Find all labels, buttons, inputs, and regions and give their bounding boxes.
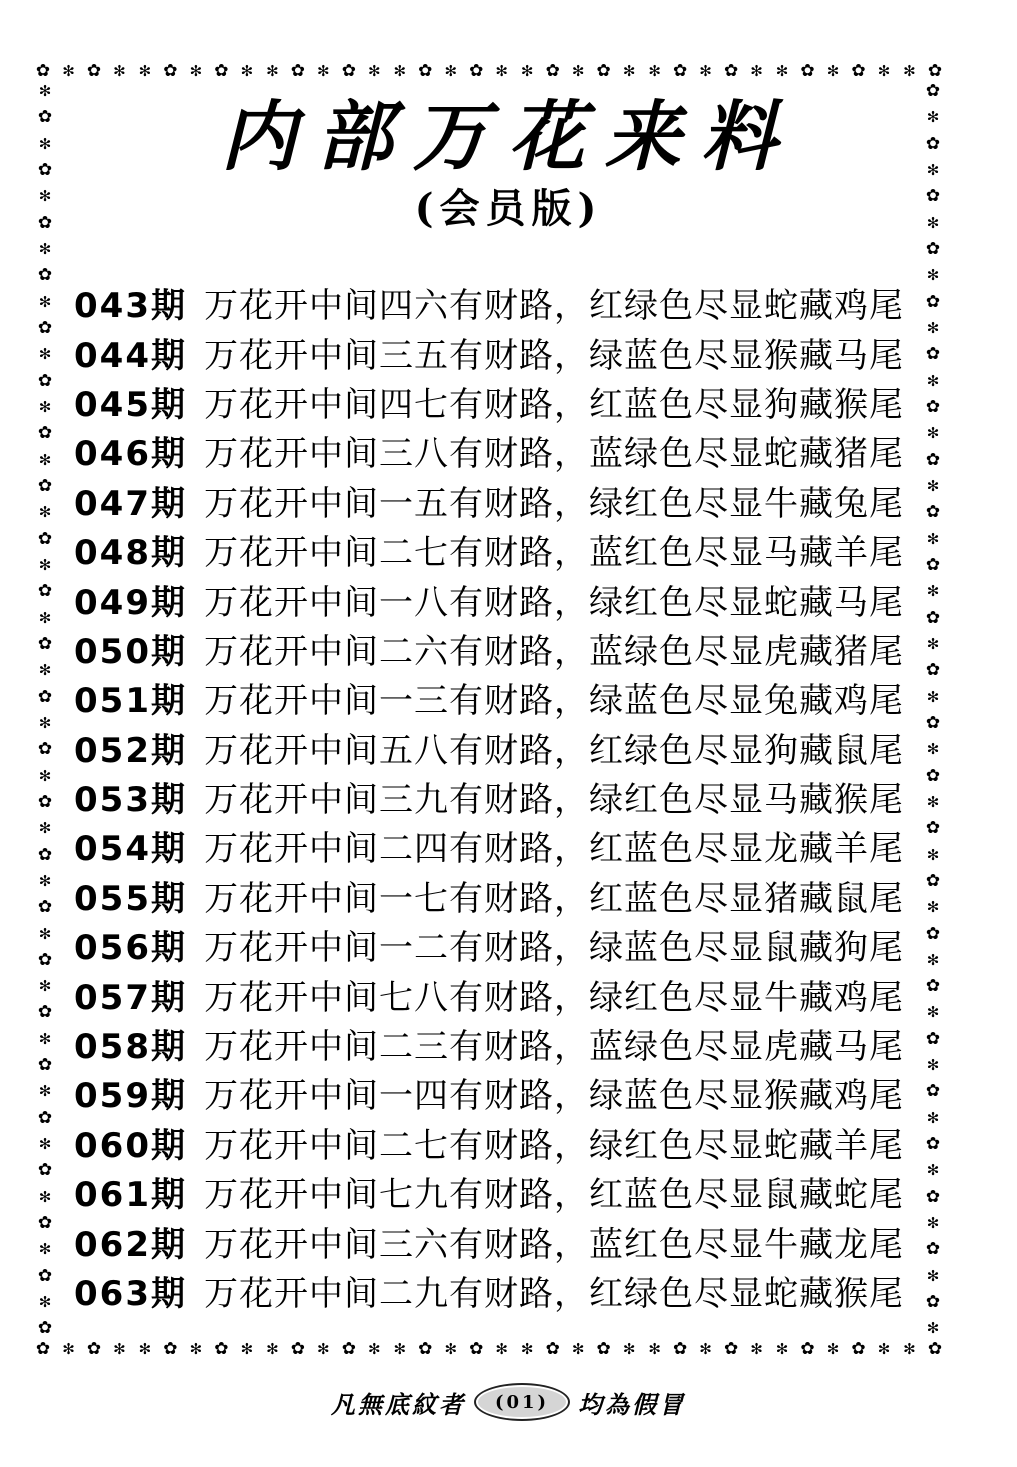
period-label: 050期 <box>74 631 187 672</box>
flower-icon: ✿ <box>925 818 941 839</box>
prediction-list <box>74 278 904 1315</box>
flower-icon: ✿ <box>35 1339 51 1359</box>
flower-icon: ✿ <box>418 1339 433 1359</box>
snowflake-icon: ✻ <box>926 582 940 601</box>
flower-icon: ✿ <box>35 61 51 81</box>
flower-icon: ✿ <box>37 1107 53 1128</box>
snowflake-icon: ✻ <box>495 1340 508 1358</box>
list-item <box>74 871 904 920</box>
snowflake-icon: ✻ <box>699 62 712 80</box>
snowflake-icon: ✻ <box>38 397 52 416</box>
snowflake-icon: ✻ <box>38 1029 52 1048</box>
snowflake-icon: ✻ <box>368 62 381 80</box>
list-item <box>74 821 904 870</box>
period-label: 048期 <box>74 533 187 574</box>
flower-icon: ✿ <box>37 423 53 444</box>
page-title: 内部万花来料 <box>220 92 797 181</box>
snowflake-icon: ✻ <box>926 529 940 548</box>
snowflake-icon: ✻ <box>926 792 940 811</box>
flower-icon: ✿ <box>925 449 941 470</box>
flower-icon: ✿ <box>925 1028 941 1049</box>
footer-text-left: 凡無底紋者 <box>331 1389 466 1419</box>
flower-icon: ✿ <box>341 1339 356 1359</box>
period-label: 051期 <box>74 681 187 722</box>
flower-icon: ✿ <box>672 1339 688 1359</box>
snowflake-icon: ✻ <box>38 819 52 838</box>
snowflake-icon: ✻ <box>877 62 891 80</box>
prediction-text: 万花开中间二七有财路，绿红色尽显蛇藏羊尾 <box>204 1125 904 1166</box>
flower-icon: ✿ <box>37 317 53 338</box>
snowflake-icon: ✻ <box>571 1340 585 1358</box>
flower-icon: ✿ <box>925 554 941 575</box>
snowflake-icon: ✻ <box>266 1340 279 1358</box>
flower-icon: ✿ <box>596 1339 611 1359</box>
flower-icon: ✿ <box>290 1339 305 1359</box>
prediction-text: 万花开中间一三有财路，绿蓝色尽显兔藏鸡尾 <box>204 681 904 722</box>
period-label: 061期 <box>74 1175 187 1216</box>
flower-icon: ✿ <box>925 186 941 207</box>
prediction-text: 万花开中间一四有财路，绿蓝色尽显猴藏鸡尾 <box>204 1076 904 1117</box>
flower-icon: ✿ <box>37 686 53 707</box>
snowflake-icon: ✻ <box>750 62 763 80</box>
period-label: 055期 <box>74 878 187 919</box>
snowflake-icon: ✻ <box>926 266 940 285</box>
prediction-text: 万花开中间七八有财路，绿红色尽显牛藏鸡尾 <box>204 977 904 1018</box>
list-item <box>74 920 904 969</box>
snowflake-icon: ✻ <box>926 108 940 127</box>
snowflake-icon: ✻ <box>240 1340 254 1358</box>
snowflake-icon: ✻ <box>317 62 330 80</box>
snowflake-icon: ✻ <box>62 1340 75 1358</box>
flower-icon: ✿ <box>927 1339 943 1359</box>
flower-icon: ✿ <box>37 159 53 180</box>
snowflake-icon: ✻ <box>38 608 52 627</box>
snowflake-icon: ✻ <box>38 134 52 153</box>
flower-icon: ✿ <box>851 61 866 81</box>
list-item <box>74 969 904 1018</box>
snowflake-icon: ✻ <box>368 1340 381 1358</box>
list-item <box>74 426 904 475</box>
flower-icon: ✿ <box>37 1160 53 1181</box>
snowflake-icon: ✻ <box>775 62 789 80</box>
snowflake-icon: ✻ <box>622 1340 636 1358</box>
flower-icon: ✿ <box>37 370 53 391</box>
period-label: 049期 <box>74 582 187 623</box>
snowflake-icon: ✻ <box>113 1340 126 1358</box>
list-item <box>74 1118 904 1167</box>
flower-icon: ✿ <box>86 1339 102 1359</box>
snowflake-icon: ✻ <box>926 424 940 443</box>
list-item <box>74 1167 904 1216</box>
snowflake-icon: ✻ <box>775 1340 789 1358</box>
flower-icon: ✿ <box>37 1055 53 1076</box>
flower-icon: ✿ <box>37 581 53 602</box>
snowflake-icon: ✻ <box>38 1187 52 1206</box>
prediction-text: 万花开中间一二有财路，绿蓝色尽显鼠藏狗尾 <box>204 928 904 969</box>
snowflake-icon: ✻ <box>926 1266 940 1285</box>
snowflake-icon: ✻ <box>648 1340 661 1358</box>
flower-icon: ✿ <box>925 238 941 259</box>
list-item <box>74 1266 904 1315</box>
period-label: 053期 <box>74 780 187 821</box>
period-label: 043期 <box>74 286 187 327</box>
flower-icon: ✿ <box>37 949 53 970</box>
snowflake-icon: ✻ <box>38 345 52 364</box>
period-label: 063期 <box>74 1274 187 1314</box>
snowflake-icon: ✻ <box>648 62 661 80</box>
flower-icon: ✿ <box>37 1318 53 1338</box>
snowflake-icon: ✻ <box>926 213 940 232</box>
prediction-text: 万花开中间五八有财路，红绿色尽显狗藏鼠尾 <box>204 730 904 771</box>
snowflake-icon: ✻ <box>38 924 52 943</box>
flower-icon: ✿ <box>800 1339 815 1359</box>
prediction-text: 万花开中间二三有财路，蓝绿色尽显虎藏马尾 <box>204 1027 904 1068</box>
list-item <box>74 327 904 376</box>
period-label: 060期 <box>74 1125 187 1166</box>
period-label: 056期 <box>74 928 187 969</box>
period-label: 047期 <box>74 483 187 524</box>
flower-icon: ✿ <box>800 61 815 81</box>
prediction-text: 万花开中间一八有财路，绿红色尽显蛇藏马尾 <box>204 582 904 623</box>
snowflake-icon: ✻ <box>138 62 152 80</box>
snowflake-icon: ✻ <box>393 62 407 80</box>
snowflake-icon: ✻ <box>926 898 940 917</box>
flower-icon: ✿ <box>925 291 941 312</box>
flower-icon: ✿ <box>37 1002 53 1023</box>
snowflake-icon: ✻ <box>38 1082 52 1101</box>
list-item <box>74 574 904 623</box>
period-label: 062期 <box>74 1224 187 1265</box>
snowflake-icon: ✻ <box>826 1340 840 1358</box>
footer-text-right: 均為假冒 <box>578 1389 686 1419</box>
prediction-text: 万花开中间四七有财路，红蓝色尽显狗藏猴尾 <box>204 384 904 425</box>
snowflake-icon: ✻ <box>926 160 940 179</box>
snowflake-icon: ✻ <box>38 187 52 206</box>
flower-icon: ✿ <box>925 82 941 101</box>
prediction-text: 万花开中间三五有财路，绿蓝色尽显猴藏马尾 <box>204 335 904 376</box>
snowflake-icon: ✻ <box>38 82 52 100</box>
flower-icon: ✿ <box>37 1265 53 1286</box>
flower-icon: ✿ <box>37 791 53 812</box>
flower-icon: ✿ <box>723 61 739 81</box>
footer-notice <box>0 1380 1017 1424</box>
prediction-text: 万花开中间二六有财路，蓝绿色尽显虎藏猪尾 <box>204 631 904 672</box>
flower-icon: ✿ <box>925 1292 941 1313</box>
period-label: 058期 <box>74 1027 187 1068</box>
snowflake-icon: ✻ <box>520 1340 534 1358</box>
prediction-text: 万花开中间三八有财路，蓝绿色尽显蛇藏猪尾 <box>204 434 904 475</box>
snowflake-icon: ✻ <box>926 950 940 969</box>
seal-stamp <box>474 1383 570 1421</box>
snowflake-icon: ✻ <box>38 661 52 680</box>
snowflake-icon: ✻ <box>826 62 840 80</box>
flower-icon: ✿ <box>37 897 53 918</box>
flower-icon: ✿ <box>925 923 941 944</box>
prediction-text: 万花开中间四六有财路，红绿色尽显蛇藏鸡尾 <box>204 286 904 327</box>
list-item <box>74 772 904 821</box>
list-item <box>74 476 904 525</box>
period-label: 044期 <box>74 335 187 376</box>
flower-icon: ✿ <box>596 61 611 81</box>
snowflake-icon: ✻ <box>571 62 585 80</box>
snowflake-icon: ✻ <box>926 845 940 864</box>
flower-icon: ✿ <box>851 1339 866 1359</box>
flower-icon: ✿ <box>925 1239 941 1260</box>
snowflake-icon: ✻ <box>444 1340 458 1358</box>
snowflake-icon: ✻ <box>903 62 916 80</box>
page-subtitle: (会员版) <box>414 185 603 232</box>
border-left <box>34 82 56 1338</box>
snowflake-icon: ✻ <box>317 1340 330 1358</box>
period-label: 057期 <box>74 977 187 1018</box>
snowflake-icon: ✻ <box>38 503 52 522</box>
snowflake-icon: ✻ <box>926 1214 940 1233</box>
prediction-text: 万花开中间一七有财路，红蓝色尽显猪藏鼠尾 <box>204 878 904 919</box>
flower-icon: ✿ <box>163 61 178 81</box>
snowflake-icon: ✻ <box>62 62 75 80</box>
flower-icon: ✿ <box>545 1339 560 1359</box>
flower-icon: ✿ <box>290 61 305 81</box>
list-item <box>74 525 904 574</box>
flower-icon: ✿ <box>163 1339 178 1359</box>
snowflake-icon: ✻ <box>926 634 940 653</box>
flower-icon: ✿ <box>925 976 941 997</box>
snowflake-icon: ✻ <box>393 1340 407 1358</box>
flower-icon: ✿ <box>37 739 53 760</box>
list-item <box>74 673 904 722</box>
snowflake-icon: ✻ <box>38 1293 52 1312</box>
flower-icon: ✿ <box>672 61 688 81</box>
snowflake-icon: ✻ <box>750 1340 763 1358</box>
snowflake-icon: ✻ <box>926 1056 940 1075</box>
snowflake-icon: ✻ <box>444 62 458 80</box>
flower-icon: ✿ <box>37 475 53 496</box>
list-item <box>74 377 904 426</box>
snowflake-icon: ✻ <box>926 1319 940 1338</box>
snowflake-icon: ✻ <box>113 62 126 80</box>
flower-icon: ✿ <box>37 844 53 865</box>
list-item <box>74 624 904 673</box>
snowflake-icon: ✻ <box>926 1161 940 1180</box>
snowflake-icon: ✻ <box>903 1340 916 1358</box>
border-bottom <box>34 1338 944 1360</box>
prediction-text: 万花开中间二九有财路，红绿色尽显蛇藏猴尾 <box>204 1274 904 1314</box>
list-item <box>74 1019 904 1068</box>
flower-icon: ✿ <box>341 61 356 81</box>
snowflake-icon: ✻ <box>926 687 940 706</box>
flower-icon: ✿ <box>469 1339 484 1359</box>
snowflake-icon: ✻ <box>926 371 940 390</box>
border-top <box>34 60 944 82</box>
flower-icon: ✿ <box>925 660 941 681</box>
snowflake-icon: ✻ <box>189 1340 203 1358</box>
border-right <box>922 82 944 1338</box>
prediction-text: 万花开中间七九有财路，红蓝色尽显鼠藏蛇尾 <box>204 1175 904 1216</box>
period-label: 052期 <box>74 730 187 771</box>
flower-icon: ✿ <box>214 61 229 81</box>
snowflake-icon: ✻ <box>266 62 279 80</box>
snowflake-icon: ✻ <box>38 1135 52 1154</box>
flower-icon: ✿ <box>925 765 941 786</box>
flower-icon: ✿ <box>723 1339 739 1359</box>
prediction-text: 万花开中间三六有财路，蓝红色尽显牛藏龙尾 <box>204 1224 904 1265</box>
period-label: 045期 <box>74 384 187 425</box>
list-item <box>74 1068 904 1117</box>
flower-icon: ✿ <box>925 133 941 154</box>
flower-icon: ✿ <box>214 1339 229 1359</box>
flower-icon: ✿ <box>925 396 941 417</box>
list-item <box>74 723 904 772</box>
flower-icon: ✿ <box>925 502 941 523</box>
snowflake-icon: ✻ <box>38 450 52 469</box>
snowflake-icon: ✻ <box>926 476 940 495</box>
snowflake-icon: ✻ <box>926 1003 940 1022</box>
snowflake-icon: ✻ <box>240 62 254 80</box>
snowflake-icon: ✻ <box>622 62 636 80</box>
prediction-text: 万花开中间三九有财路，绿红色尽显马藏猴尾 <box>204 780 904 821</box>
snowflake-icon: ✻ <box>38 292 52 311</box>
period-label: 059期 <box>74 1076 187 1117</box>
flower-icon: ✿ <box>925 1186 941 1207</box>
flower-icon: ✿ <box>37 1213 53 1234</box>
flower-icon: ✿ <box>925 344 941 365</box>
snowflake-icon: ✻ <box>38 977 52 996</box>
prediction-text: 万花开中间二四有财路，红蓝色尽显龙藏羊尾 <box>204 829 904 870</box>
flower-icon: ✿ <box>469 61 484 81</box>
flower-icon: ✿ <box>37 212 53 233</box>
snowflake-icon: ✻ <box>699 1340 712 1358</box>
snowflake-icon: ✻ <box>138 1340 152 1358</box>
flower-icon: ✿ <box>927 61 943 81</box>
flower-icon: ✿ <box>37 633 53 654</box>
flower-icon: ✿ <box>925 870 941 891</box>
prediction-text: 万花开中间一五有财路，绿红色尽显牛藏兔尾 <box>204 483 904 524</box>
flower-icon: ✿ <box>925 712 941 733</box>
flower-icon: ✿ <box>925 607 941 628</box>
snowflake-icon: ✻ <box>926 1108 940 1127</box>
snowflake-icon: ✻ <box>926 740 940 759</box>
snowflake-icon: ✻ <box>38 1240 52 1259</box>
flower-icon: ✿ <box>37 528 53 549</box>
snowflake-icon: ✻ <box>877 1340 891 1358</box>
flower-icon: ✿ <box>37 107 53 128</box>
list-item <box>74 1216 904 1265</box>
snowflake-icon: ✻ <box>520 62 534 80</box>
flower-icon: ✿ <box>545 61 560 81</box>
snowflake-icon: ✻ <box>38 766 52 785</box>
footer-number: (01) <box>494 1391 550 1413</box>
prediction-text: 万花开中间二七有财路，蓝红色尽显马藏羊尾 <box>204 533 904 574</box>
snowflake-icon: ✻ <box>38 871 52 890</box>
flower-icon: ✿ <box>86 61 102 81</box>
period-label: 054期 <box>74 829 187 870</box>
flower-icon: ✿ <box>925 1134 941 1155</box>
period-label: 046期 <box>74 434 187 475</box>
flower-icon: ✿ <box>418 61 433 81</box>
flower-icon: ✿ <box>925 1081 941 1102</box>
snowflake-icon: ✻ <box>926 318 940 337</box>
list-item <box>74 278 904 327</box>
snowflake-icon: ✻ <box>38 713 52 732</box>
snowflake-icon: ✻ <box>495 62 508 80</box>
snowflake-icon: ✻ <box>38 555 52 574</box>
snowflake-icon: ✻ <box>38 239 52 258</box>
snowflake-icon: ✻ <box>189 62 203 80</box>
flower-icon: ✿ <box>37 265 53 286</box>
